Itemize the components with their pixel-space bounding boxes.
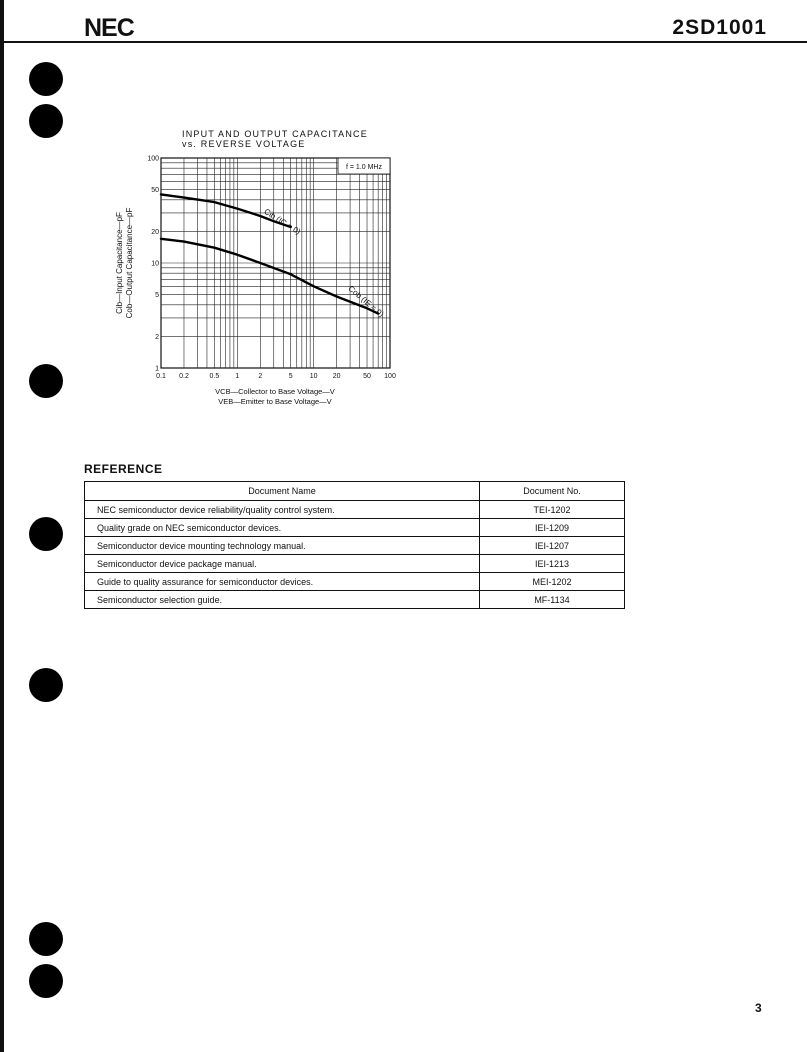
table-header-row	[85, 482, 625, 501]
document-name: Quality grade on NEC semiconductor devices.	[85, 519, 480, 537]
column-header-document-no: Document No.	[480, 482, 625, 501]
x-axis-label: VCB—Collector to Base Voltage—V	[215, 387, 335, 396]
table-row	[85, 501, 625, 519]
table-row	[85, 591, 625, 609]
y-axis-label: Cib—Input Capacitance—pF	[115, 212, 124, 314]
punch-hole-icon	[29, 517, 63, 551]
x-tick-label: 2	[258, 373, 263, 380]
capacitance-chart	[100, 140, 420, 420]
document-name: Semiconductor device package manual.	[85, 555, 480, 573]
annotation-frequency: f = 1.0 MHz	[346, 164, 382, 171]
document-name: Guide to quality assurance for semiconductor devices.	[85, 573, 480, 591]
table-row	[85, 537, 625, 555]
punch-hole-icon	[29, 364, 63, 398]
document-number: IEI-1207	[480, 537, 625, 555]
table-row	[85, 573, 625, 591]
document-number: MF-1134	[480, 591, 625, 609]
table-row	[85, 519, 625, 537]
document-name: Semiconductor device mounting technology manual.	[85, 537, 480, 555]
reference-table	[84, 481, 625, 609]
part-number: 2SD1001	[672, 16, 767, 39]
y-tick-label: 1	[155, 365, 159, 373]
x-axis-label: VEB—Emitter to Base Voltage—V	[218, 397, 332, 406]
y-axis-label: Cob—Output Capacitance—pF	[125, 207, 134, 319]
x-tick-label: 10	[309, 373, 318, 380]
x-tick-label: 0.2	[179, 373, 189, 380]
table-row	[85, 555, 625, 573]
document-name: Semiconductor selection guide.	[85, 591, 480, 609]
document-name: NEC semiconductor device reliability/quality control system.	[85, 501, 480, 519]
document-number: MEI-1202	[480, 573, 625, 591]
punch-hole-icon	[29, 964, 63, 998]
x-tick-label: 1	[235, 373, 240, 380]
y-tick-label: 2	[155, 333, 159, 341]
chart-grid	[161, 158, 390, 368]
x-tick-label: 5	[288, 373, 293, 380]
document-number: IEI-1213	[480, 555, 625, 573]
y-tick-label: 10	[151, 260, 159, 268]
punch-hole-icon	[29, 62, 63, 96]
series-line-cob	[161, 239, 378, 314]
punch-hole-icon	[29, 668, 63, 702]
x-tick-label: 0.5	[209, 373, 220, 380]
series-label: Cob (IE = 0)	[346, 284, 386, 319]
y-tick-label: 50	[151, 187, 159, 195]
nec-logo: NEC	[84, 14, 134, 42]
series-label: Cib (IC = 0)	[262, 206, 303, 237]
x-tick-label: 20	[332, 373, 341, 380]
chart-subtitle: vs. REVERSE VOLTAGE	[182, 139, 306, 149]
x-tick-label: 50	[363, 373, 371, 380]
document-number: TEI-1202	[480, 501, 625, 519]
column-header-document-name: Document Name	[85, 482, 480, 501]
punch-hole-icon	[29, 922, 63, 956]
y-tick-label: 20	[151, 228, 159, 236]
y-tick-label: 5	[155, 292, 159, 300]
x-tick-label: 100	[384, 373, 396, 380]
page-number: 3	[755, 1001, 762, 1015]
chart-title: INPUT AND OUTPUT CAPACITANCE	[182, 129, 368, 139]
y-tick-label: 100	[147, 155, 159, 163]
punch-hole-icon	[29, 104, 63, 138]
reference-title: REFERENCE	[84, 462, 163, 476]
binding-edge	[0, 0, 4, 1052]
document-number: IEI-1209	[480, 519, 625, 537]
x-tick-label: 0.1	[156, 373, 166, 380]
